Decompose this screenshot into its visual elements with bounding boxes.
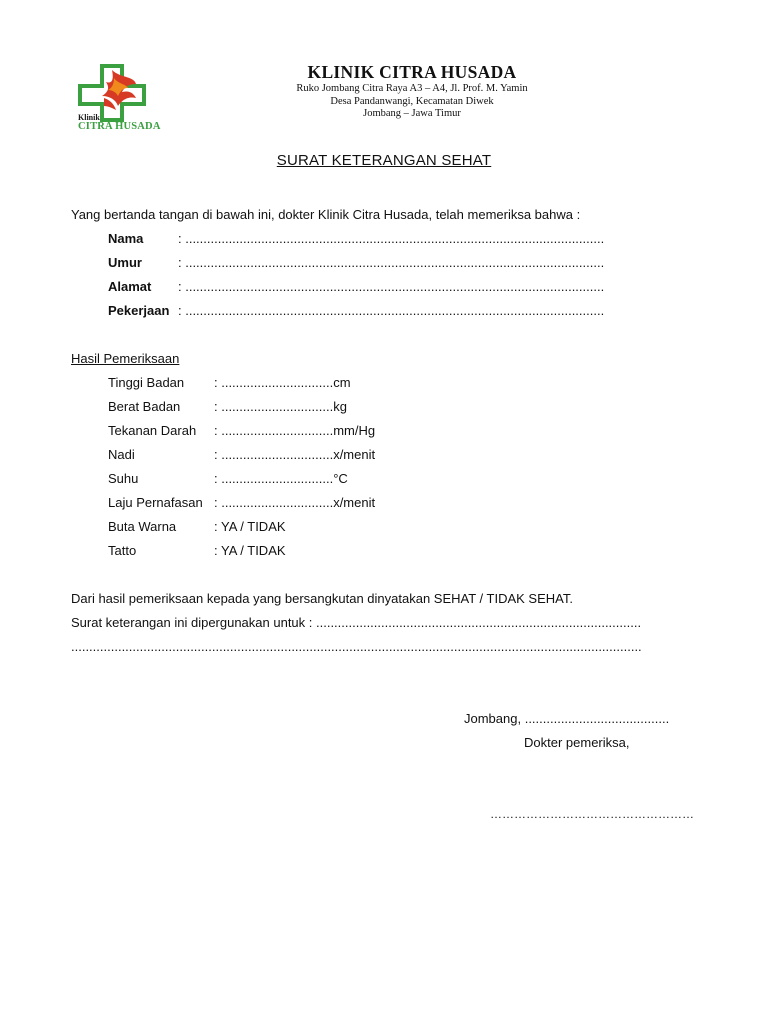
conclusion-text: Dari hasil pemeriksaan kepada yang bersangkutan dinyatakan SEHAT / TIDAK SEHAT. xyxy=(71,591,573,606)
pekerjaan-label: Pekerjaan xyxy=(108,303,170,318)
address-line-2: Desa Pandanwangi, Kecamatan Diwek xyxy=(330,96,494,107)
tinggi-field[interactable]: : ...............................cm xyxy=(214,375,351,390)
address-line-3: Jombang – Jawa Timur xyxy=(363,108,461,119)
nama-field[interactable]: : .................................................................................................................... xyxy=(178,231,605,246)
tekanan-label: Tekanan Darah xyxy=(108,423,197,438)
signature-line[interactable]: …………………………………………… xyxy=(490,807,694,821)
address-line-1: Ruko Jombang Citra Raya A3 – A4, Jl. Prof. M. Yamin xyxy=(296,83,528,94)
document-title: SURAT KETERANGAN SEHAT xyxy=(276,152,492,169)
nadi-label: Nadi xyxy=(108,447,135,462)
logo-name-text: CITRA HUSADA xyxy=(78,121,161,132)
intro-text: Yang bertanda tangan di bawah ini, dokter Klinik Citra Husada, telah memeriksa bahwa : xyxy=(71,207,581,222)
umur-label: Umur xyxy=(108,255,142,270)
laju-label: Laju Pernafasan xyxy=(108,495,203,510)
nama-label: Nama xyxy=(108,231,144,246)
logo-small-text: Klinik xyxy=(78,113,100,122)
exam-heading: Hasil Pemeriksaan xyxy=(71,351,180,366)
purpose-field-line-2[interactable]: .............................................................................................................................................................. xyxy=(71,639,642,654)
berat-field[interactable]: : ...............................kg xyxy=(214,399,347,414)
nadi-field[interactable]: : ...............................x/menit xyxy=(214,447,376,462)
laju-field[interactable]: : ...............................x/menit xyxy=(214,495,376,510)
suhu-field[interactable]: : ...............................°C xyxy=(214,471,348,486)
berat-label: Berat Badan xyxy=(108,399,181,414)
alamat-label: Alamat xyxy=(108,279,152,294)
buta-warna-field[interactable]: : YA / TIDAK xyxy=(214,519,286,534)
clinic-name: KLINIK CITRA HUSADA xyxy=(307,62,517,82)
place-date-field[interactable]: Jombang, ........................................ xyxy=(464,711,670,726)
tatto-label: Tatto xyxy=(108,543,137,558)
tekanan-field[interactable]: : ...............................mm/Hg xyxy=(214,423,376,438)
purpose-field[interactable]: Surat keterangan ini dipergunakan untuk : .......................................................................................... xyxy=(71,615,642,630)
pekerjaan-field[interactable]: : .................................................................................................................... xyxy=(178,303,605,318)
umur-field[interactable]: : .................................................................................................................... xyxy=(178,255,605,270)
tinggi-label: Tinggi Badan xyxy=(108,375,185,390)
tatto-field[interactable]: : YA / TIDAK xyxy=(214,543,286,558)
alamat-field[interactable]: : .................................................................................................................... xyxy=(178,279,605,294)
suhu-label: Suhu xyxy=(108,471,139,486)
doctor-role: Dokter pemeriksa, xyxy=(524,735,630,750)
buta-warna-label: Buta Warna xyxy=(108,519,177,534)
